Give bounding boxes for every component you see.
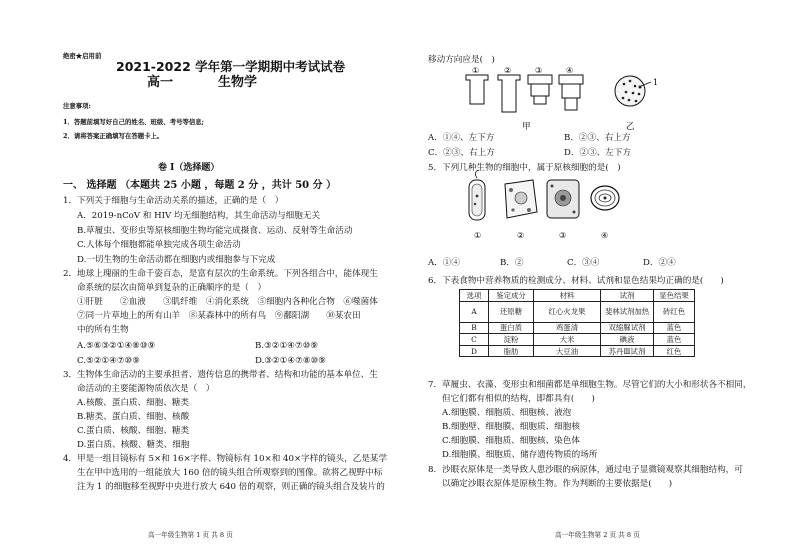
question-1-option-c: C.人体每个细胞都能单独完成各项生命活动 [77,240,241,250]
question-6-stem: 6．下表食物中营养物质的检测成分、材料、试剂和显色结果均正确的是( ) [428,276,724,286]
table-header-cell: 显色结果 [654,290,695,302]
question-3-stem: 3．生物体生命活动的主要承担者、遗传信息的携带者、结构和功能的基本单位、生 [63,370,378,380]
plant-cell-icon [505,180,537,218]
question-2-option-a: A.⑤⑥③②①④⑧⑩⑨ [77,341,156,351]
question-1-stem: 1．下列关于细胞与生命活动关系的描述，正确的是（ ） [63,196,284,206]
question-3-option-a: A.核酸、蛋白质、细胞、糖类 [77,398,190,408]
lens-label: ① [472,66,480,75]
question-2-items: 中的所有生物 [77,325,129,335]
question-3-option-d: D.蛋白质、核酸、糖类、细胞 [77,440,190,450]
question-7-stem: 7．草履虫、衣藻、变形虫和细菌都是单细胞生物。尽管它们的大小和形状各不相同， [428,380,752,390]
question-4-stem: 生在甲中选用的一组能放大 160 倍的镜头组合所观察到的图像。欲将乙视野中标 [77,468,383,478]
question-5-option-a: A．①④ [428,258,460,268]
table-cell: 鸡蛋清 [534,322,601,334]
figure-label-yi: 乙 [626,122,635,132]
table-cell: A [460,301,489,322]
table-cell: 大米 [534,334,601,346]
table-header-cell: 选项 [460,290,489,302]
table-cell: 蓝色 [654,334,695,346]
eyepiece-short-icon [466,75,488,104]
page-footer: 高一年级生物第 1 页 共 8 页 [148,531,233,539]
table-header-cell: 鉴定成分 [489,290,534,302]
table-cell: 红心火龙果 [534,301,601,322]
question-7-option-a: A.细胞膜、细胞质、细胞核、液泡 [442,408,572,418]
question-5-stem: 5．下列几种生物的细胞中，属于原核细胞的是( ) [428,163,621,173]
lens-label: ② [504,66,512,75]
question-2-items: ①肝脏 ②血液 ③肌纤维 ④消化系统 ⑤细胞内各种化合物 ⑥噬菌体 [77,297,378,307]
question-2-items: ⑦同一片草地上的所有山羊 ⑧某森林中的所有鸟 ⑨鄱阳湖 ⑩某农田 [77,311,361,321]
question-3-option-b: B.糖类、蛋白质、细胞、核酸 [77,412,190,422]
objective-short-icon [528,75,552,104]
question-2-option-b: B.③②①④⑦⑩⑨ [255,341,318,351]
microscope-field-figure [615,64,685,139]
table-header-row [460,290,695,302]
question-7-option-d: D.细胞膜、细胞质、储存遗传物质的场所 [442,450,598,460]
secret-tag: 绝密★启用前 [63,52,102,60]
bacterium-icon [469,170,485,220]
question-5-option-b: B．② [500,258,524,268]
table-cell: 蓝色 [654,322,695,334]
table-cell: 红色 [654,345,695,357]
question-7-option-c: C.细胞膜、细胞质、细胞核、染色体 [442,436,580,446]
eyepiece-long-icon [498,75,520,112]
table-cell: 蛋白质 [489,322,534,334]
cell-label: ② [517,231,525,240]
table-cell: B [460,322,489,334]
table-header-cell: 试剂 [601,290,654,302]
question-1-option-a: A．2019-nCoV 和 HIV 均无细胞结构，其生命活动与细胞无关 [77,211,321,221]
question-4-stem: 注为 1 的细胞移至视野中央进行放大 640 倍的观察，则正确的镜头组合及装片的 [77,482,385,492]
question-7-option-b: B.细胞壁、细胞膜、细胞质、细胞核 [442,422,580,432]
question-3-option-c: C.蛋白质、核酸、细胞、糖类 [77,426,190,436]
table-cell: D [460,345,489,357]
question-2-stem: 命系统的层次由简单到复杂的正确顺序的是（ ） [77,283,267,293]
page-footer: 高一年级生物第 2 页 共 8 页 [555,531,640,539]
objective-long-icon [559,75,583,110]
table-cell: 双缩脲试剂 [601,322,654,334]
question-4-option-b: B．②③、右上方 [564,133,631,143]
table-row [460,345,695,357]
question-4-stem: 4．甲是一组目镜标有 5×和 16×字样、物镜标有 10×和 40×字样的镜头，乙是某学 [63,454,388,464]
cell-label: ③ [559,231,567,240]
question-4-continuation: 移动方向应是( ) [428,55,495,65]
section-heading: 一、 选择题 （本题共 25 小题 ，每题 2 分 ，共计 50 分 ） [63,180,337,191]
animal-cell-icon [547,180,579,218]
question-8-stem: 8．沙眼衣原体是一类导致人患沙眼的病原体，通过电子显微镜观察其细胞结构，可 [428,465,743,475]
question-2-option-d: D.③②①④⑦⑧⑩⑨ [255,356,326,366]
notice-item: 1．答题前填写好自己的姓名、班级、考号等信息; [63,118,205,126]
lens-label: ③ [535,66,543,75]
table-row [460,322,695,334]
question-4-option-d: D．②③、左下方 [564,148,632,158]
cell-label: ④ [601,231,609,240]
table-cell: 脂肪 [489,345,534,357]
table-cell: 斐林试剂加热 [601,301,654,322]
question-1-option-b: B.草履虫、变形虫等原核细胞生物均能完成摄食、运动、反射等生命活动 [77,226,353,236]
table-row [460,301,695,322]
question-7-stem: 但它们都有相似的结构，即都具有( ) [442,394,595,404]
cell-label-one: 1 [653,78,659,87]
table-cell: 大豆油 [534,345,601,357]
table-cell: C [460,334,489,346]
cells-figure [463,170,633,250]
cell-label: ① [474,231,482,240]
table-cell: 苏丹Ⅲ试剂 [601,345,654,357]
grade-label: 高一 [147,75,174,90]
exam-title: 2021-2022 学年第一学期期中考试试卷 [116,59,346,74]
exam-page-2 [397,0,794,552]
reagent-table [459,289,695,357]
question-3-stem: 命活动的主要能源物质依次是（ ） [77,384,215,394]
figure-label-jia: 甲 [522,122,531,132]
question-4-option-c: C．②③、右上方 [428,148,495,158]
question-2-stem: 2．地球上瑰丽的生命千姿百态，是富有层次的生命系统。下列各组合中，能体现生 [63,269,378,279]
table-row [460,334,695,346]
lens-label: ④ [566,66,574,75]
question-2-option-c: C.⑤②①④⑦⑩⑨ [77,356,140,366]
subject-label: 生物学 [218,75,258,90]
table-cell: 砖红色 [654,301,695,322]
question-5-option-c: C．③④ [567,258,600,268]
notice-heading: 注意事项: [63,102,91,110]
table-cell: 还原糖 [489,301,534,322]
question-4-option-a: A．①④、左下方 [428,133,495,143]
question-5-option-d: D．②④ [643,258,676,268]
cyanobacterium-icon [591,186,619,210]
question-8-stem: 以确定沙眼衣原体是原核生物。作为判断的主要依据是( ) [442,479,673,489]
question-1-option-d: D.一切生物的生命活动都在细胞内或细胞参与下完成 [77,255,276,265]
table-cell: 淀粉 [489,334,534,346]
table-cell: 碘液 [601,334,654,346]
table-header-cell: 材料 [534,290,601,302]
notice-item: 2．请将答案正确填写在答题卡上。 [63,132,164,140]
volume-heading: 卷 I（选择题） [158,163,220,173]
